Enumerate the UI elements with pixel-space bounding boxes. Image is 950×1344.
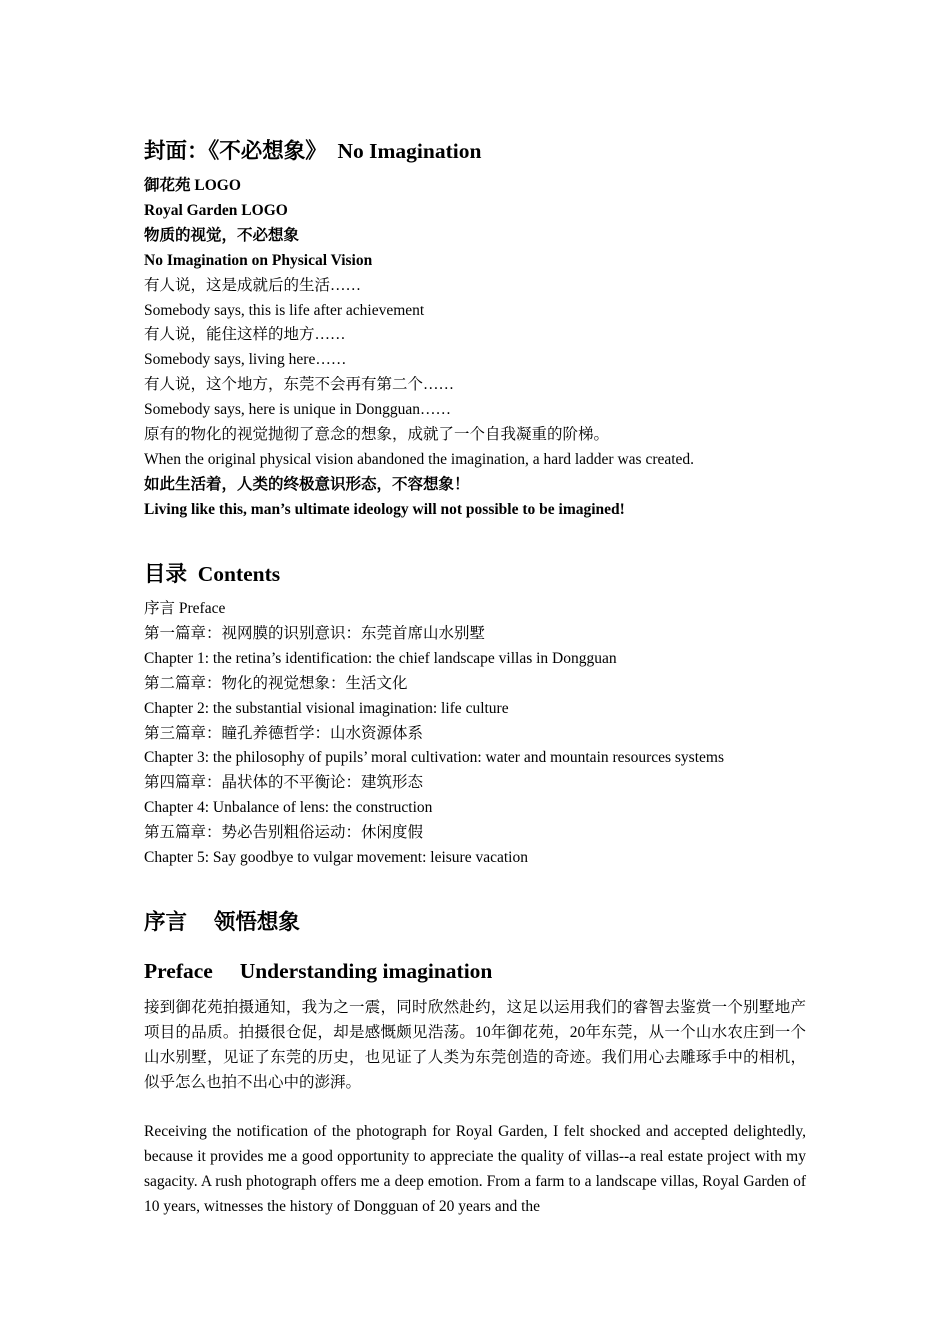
cover-line: 物质的视觉，不必想象 [144, 226, 300, 244]
cover-line: Royal Garden LOGO [144, 201, 288, 219]
cover-line: 有人说，这个地方，东莞不会再有第二个…… [144, 376, 455, 394]
cover-line: No Imagination on Physical Vision [144, 251, 373, 269]
contents-item: 序言 Preface [144, 600, 226, 617]
cover-line: 如此生活着，人类的终极意识形态，不容想象！ [144, 475, 470, 493]
contents-item: Chapter 2: the substantial visional imagination: life culture [144, 699, 509, 717]
contents-item: 第二篇章：物化的视觉想象：生活文化 [144, 674, 408, 692]
cover-heading: 封面：《不必想象》 No Imagination [144, 139, 482, 163]
contents-item: 第四篇章：晶状体的不平衡论：建筑形态 [144, 774, 424, 792]
cover-line: Somebody says, here is unique in Dongguan…… [144, 401, 451, 419]
contents-item: Chapter 3: the philosophy of pupils’ moral cultivation: water and mountain resources systems [144, 749, 724, 767]
contents-item: 第三篇章：瞳孔养德哲学：山水资源体系 [144, 724, 424, 742]
contents-heading: 目录 Contents [144, 562, 281, 586]
contents-item: Chapter 5: Say goodbye to vulgar movement: leisure vacation [144, 849, 528, 867]
cover-line: Living like this, man’s ultimate ideology will not possible to be imagined! [144, 500, 625, 518]
preface-paragraph-en: Receiving the notification of the photograph for Royal Garden, I felt shocked and accepted delightedly, because it provides me a good opportunity to appreciate the quality of villas--a real estate project with my sagacity. A rush photograph offers me a deep emotion. From a farm to a landscape villas, Royal Garden of 10 years, witnesses the history of Dongguan of 20 years and the [144, 1123, 806, 1215]
preface-heading-en: Preface Understanding imagination [144, 959, 493, 983]
preface-paragraph-cn: 接到御花苑拍摄通知，我为之一震，同时欣然赴约，这足以运用我们的睿智去鉴赏一个别墅地产项目的品质。拍摄很仓促，却是感慨颇见浩荡。10年御花苑，20年东莞，从一个山水农庄到一个山水别墅，见证了东莞的历史，也见证了人类为东莞创造的奇迹。我们用心去雕琢手中的相机，似乎怎么也拍不出心中的澎湃。 [144, 999, 806, 1091]
contents-item: Chapter 1: the retina’s identification: the chief landscape villas in Dongguan [144, 649, 617, 667]
cover-line: 御花苑 LOGO [144, 177, 241, 194]
contents-item: 第一篇章：视网膜的识别意识：东莞首席山水别墅 [144, 624, 486, 642]
contents-item: 第五篇章：势必告别粗俗运动：休闲度假 [144, 824, 424, 842]
cover-line: 原有的物化的视觉抛彻了意念的想象，成就了一个自我凝重的阶梯。 [144, 426, 610, 444]
preface-heading-cn: 序言 领悟想象 [144, 910, 300, 934]
contents-item: Chapter 4: Unbalance of lens: the construction [144, 799, 433, 817]
cover-line: 有人说，能住这样的地方…… [144, 326, 346, 344]
cover-line: Somebody says, living here…… [144, 351, 347, 369]
cover-lines [144, 174, 694, 523]
contents-list [144, 597, 724, 871]
cover-line: When the original physical vision abandoned the imagination, a hard ladder was created. [144, 450, 695, 468]
cover-line: 有人说，这是成就后的生活…… [144, 276, 362, 294]
cover-line: Somebody says, this is life after achievement [144, 301, 425, 319]
